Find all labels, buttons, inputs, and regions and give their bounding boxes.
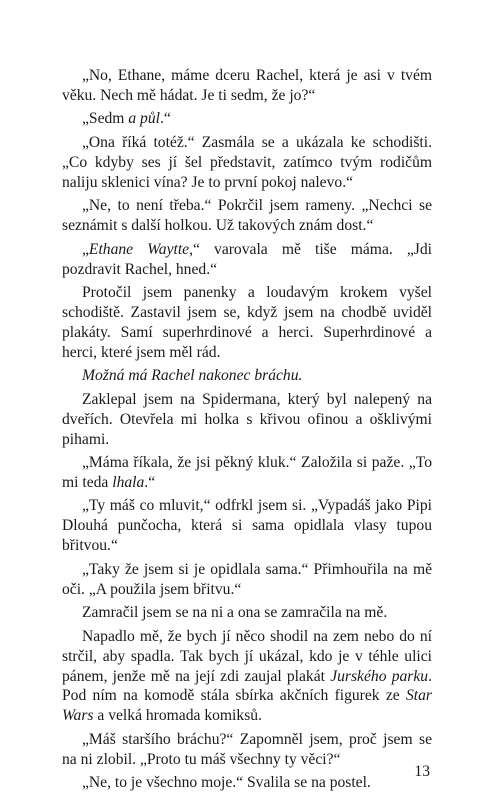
- paragraph: [62, 560, 432, 600]
- italic-run: Možná má Rachel nakonec bráchu.: [82, 367, 303, 385]
- italic-run: lhala: [112, 473, 145, 491]
- paragraph: [62, 453, 432, 493]
- text-run: „No, Ethane, máme dceru Rachel, která je asi v tvém věku. Nech mě hádat. Je ti sedm, že jo?“: [62, 67, 432, 104]
- text-run: Napadlo mě, že bych jí něco shodil na zem nebo do ní strčil, aby spadla. Tak bych jí ukázal, kdo je v téhle ulici pánem, jenže mě na její zdi zaujal plakát: [62, 627, 432, 685]
- text-run: . Pod ním na komodě stála sbírka akčních figurek ze: [62, 667, 433, 705]
- italic-run: a půl: [128, 110, 160, 128]
- paragraph: [62, 109, 432, 129]
- italic-run: Star Wars: [62, 687, 432, 725]
- paragraph: [62, 366, 432, 386]
- text-run: „Ona říká totéž.“ Zasmála se a ukázala ke schodišti. „Co kdyby ses jí šel představit, zatímco tvým rodičům naliju sklenici vína? Je to první pokoj nalevo.“: [62, 133, 432, 191]
- italic-run: Ethane Waytte,: [88, 240, 193, 258]
- text-run: „Ne, to není třeba.“ Pokrčil jsem rameny. „Nechci se seznámit s další holkou. Už takových znám dost.“: [62, 197, 432, 235]
- text-run: a velká hromada komiksů.: [93, 707, 262, 725]
- text-run: „Máš staršího bráchu?“ Zapomněl jsem, proč jsem se na ni zlobil. „Proto tu máš všechny ty věci?“: [62, 730, 432, 768]
- paragraph: [62, 496, 432, 556]
- text-run: „Máma říkala, že jsi pěkný kluk.“ Založila si paže. „To mi teda: [62, 454, 432, 491]
- text-run: Zamračil jsem se na ni a ona se zamračila na mě.: [82, 604, 388, 622]
- text-run: .“: [159, 110, 171, 128]
- text-run: „Taky že jsem si je opidlala sama.“ Přimhouřila na mě oči. „A použila jsem břitvu.“: [62, 560, 432, 598]
- paragraph: [62, 603, 432, 623]
- page-number: 13: [414, 763, 430, 780]
- text-run: Zaklepal jsem na Spidermana, který byl nalepený na dveřích. Otevřela mi holka s křivou ofinou a ošklivými pihami.: [62, 390, 432, 448]
- text-run: „Sedm: [82, 110, 129, 128]
- paragraph: [62, 773, 432, 793]
- paragraph: [62, 730, 432, 770]
- paragraph: [62, 133, 432, 193]
- body-text: [62, 66, 432, 793]
- paragraph: [62, 627, 432, 727]
- text-run: „: [82, 240, 89, 258]
- paragraph: [62, 196, 432, 236]
- paragraph: [62, 240, 432, 280]
- paragraph: [62, 66, 432, 106]
- text-run: „Ne, to je všechno moje.“ Svalila se na postel.: [82, 774, 371, 792]
- text-run: .“: [144, 473, 156, 491]
- italic-run: Jurského parku: [330, 667, 429, 685]
- text-run: „Ty máš co mluvit,“ odfrkl jsem si. „Vypadáš jako Pipi Dlouhá punčocha, která si sama opidlala vlasy tupou břitvou.“: [62, 497, 432, 555]
- paragraph: [62, 283, 432, 363]
- text-run: Protočil jsem panenky a loudavým krokem vyšel schodiště. Zastavil jsem se, když jsem na chodbě uviděl plakáty. Samí superhrdinové a herci. Superhrdinové a herci, které jsem měl rád.: [62, 284, 432, 361]
- text-run: “ varovala mě tiše máma. „Jdi pozdravit Rachel, hned.“: [62, 240, 432, 278]
- paragraph: [62, 390, 432, 450]
